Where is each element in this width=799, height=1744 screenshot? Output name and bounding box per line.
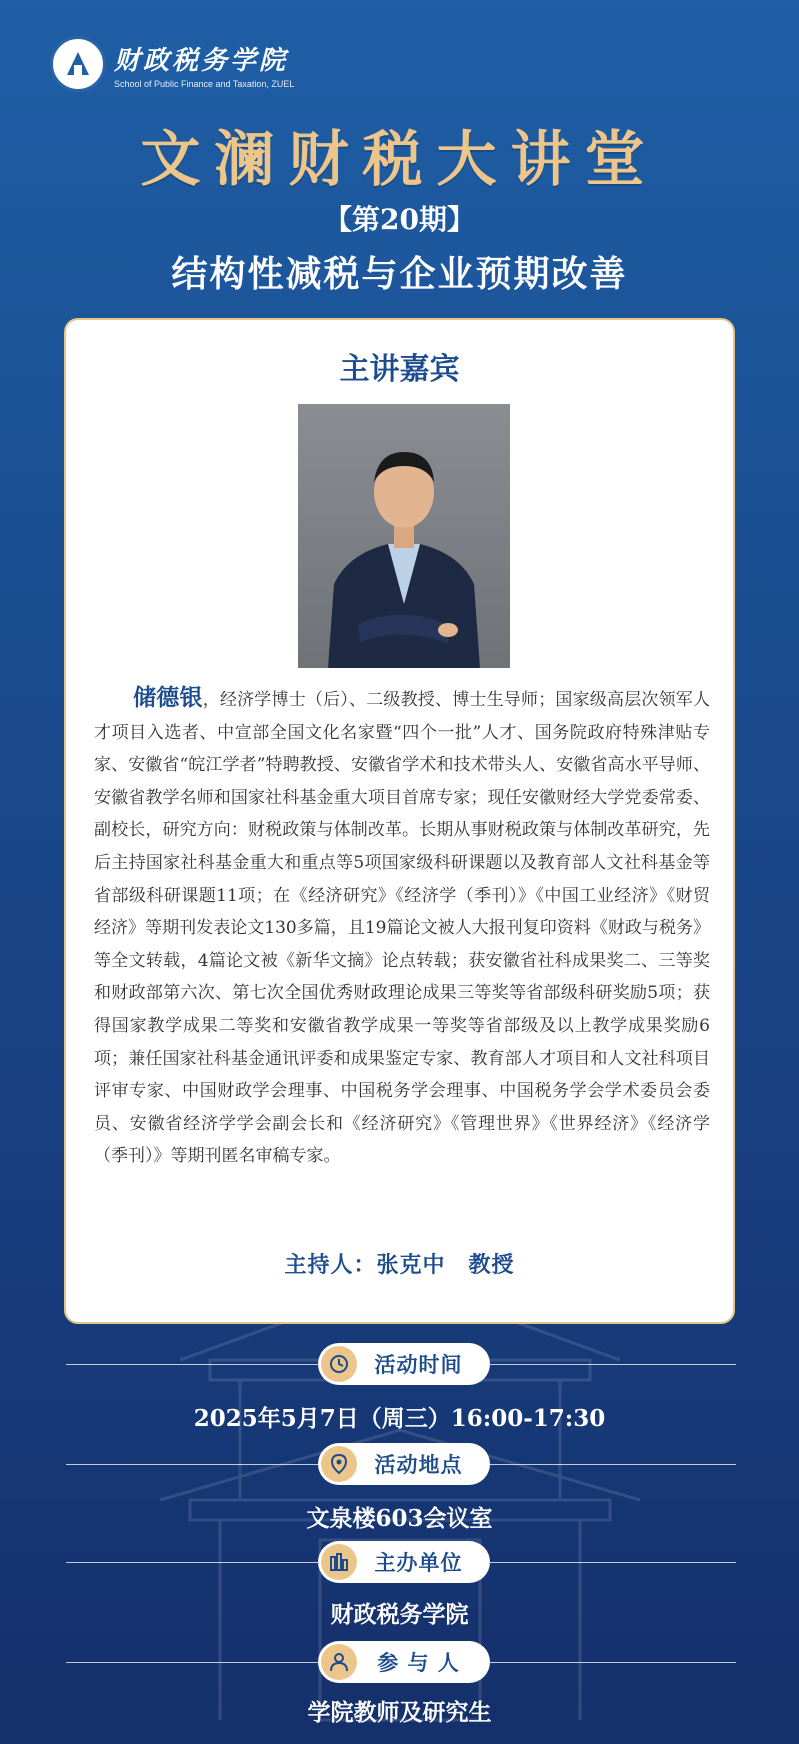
audience-label: 参 与 人 [377,1650,460,1675]
speaker-bio [94,682,710,1173]
speaker-bio-text: ，经济学博士（后）、二级教授、博士生导师；国家级高层次领军人才项目入选者、中宣部全国文化名家暨“四个一批”人才、国务院政府特殊津贴专家、安徽省“皖江学者”特聘教授、安徽省学术和技术带头人、安徽省高水平导师、安徽省教学名师和国家社科基金重大项目首席专家；现任安徽财经大学党委常委、副校长，研究方向：财税政策与体制改革。长期从事财税政策与体制改革研究，先后主持国家社科基金重大和重点等5项国家级科研课题以及教育部人文社科基金等省部级科研课题11项；在《经济研究》《经济学（季刊）》《中国工业经济》《财贸经济》等期刊发表论文130多篇，且19篇论文被人大报刊复印资料《财政与税务》等全文转载，4篇论文被《新华文摘》论点转载；获安徽省社科成果奖二、三等奖和财政部第六次、第七次全国优秀财政理论成果三等奖等省部级科研奖励5项；获得国家教学成果二等奖和安徽省教学成果一等奖等省部级及以上教学成果奖励6项；兼任国家社科基金通讯评委和成果鉴定专家、教育部人才项目和人文社科项目评审专家、中国财政学会理事、中国税务学会理事、中国税务学会学术委员会委员、安徽省经济学学会副会长和《经济研究》《管理世界》《世界经济》《经济学（季刊）》等期刊匿名审稿专家。 [94,690,711,1167]
building-icon [321,1544,357,1580]
audience-value: 学院教师及研究生 [307,1699,492,1726]
organizer-label: 主办单位 [374,1550,463,1575]
issue-number: 【第20期】 [324,203,475,236]
host-info: 主持人：张克中 教授 [284,1252,515,1278]
location-pin-icon [321,1446,357,1482]
organizer-value: 财政税务学院 [330,1601,469,1628]
speaker-name: 储德银 [133,684,203,711]
speaker-card [64,318,735,1324]
lecture-series-title: 文澜财税大讲堂 [140,125,659,195]
clock-icon [321,1346,357,1382]
organizer-label-pill [318,1541,490,1583]
lecture-topic: 结构性减税与企业预期改善 [171,253,628,295]
speaker-photo [298,404,510,668]
school-seal-icon [50,36,106,92]
time-value: 2025年5月7日（周三）16:00-17:30 [193,1405,606,1432]
time-label-pill [318,1343,490,1385]
person-icon [321,1644,357,1680]
place-value: 文泉楼603会议室 [306,1505,493,1532]
place-label-pill [318,1443,490,1485]
school-name-cn: 财政税务学院 [114,45,289,76]
audience-label-pill [318,1641,490,1683]
time-label: 活动时间 [374,1352,463,1377]
speaker-section-title: 主讲嘉宾 [339,352,460,387]
school-name-en: School of Public Finance and Taxation, ZUEL [114,78,295,89]
place-label: 活动地点 [374,1452,463,1477]
school-logo [50,36,294,92]
